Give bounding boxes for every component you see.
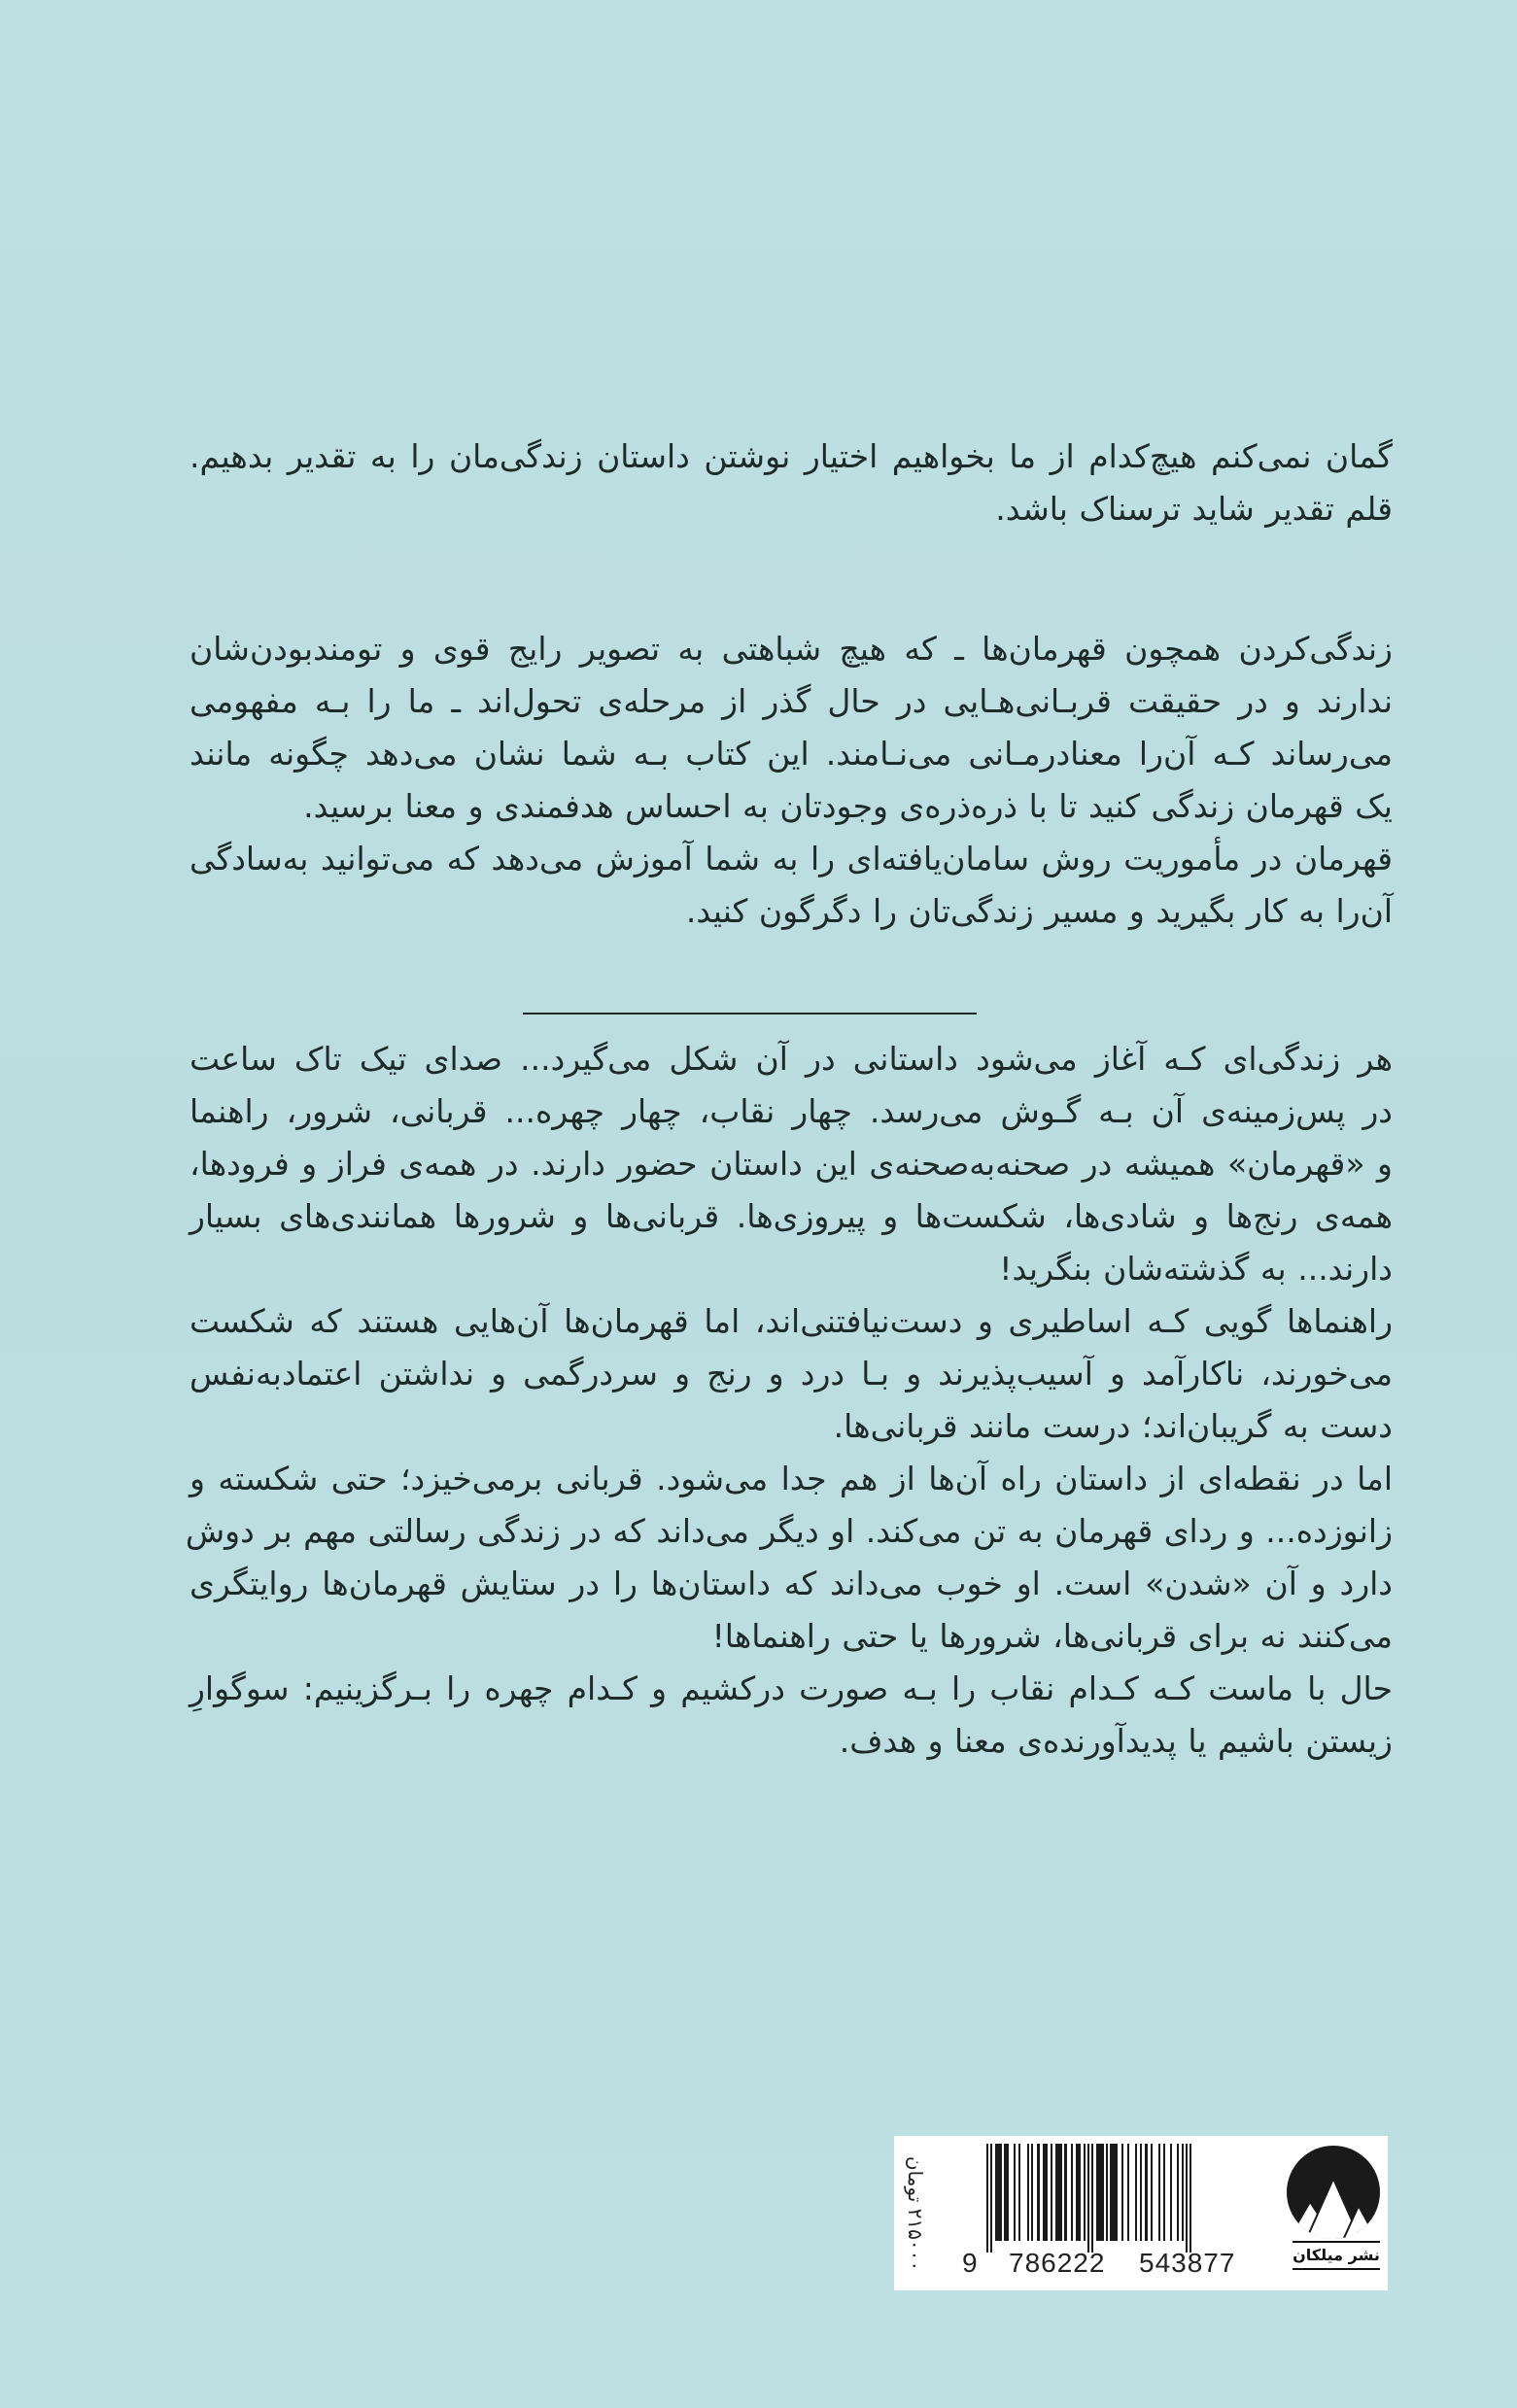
barcode-label: [894, 2136, 1388, 2290]
story-line: دارند... به گذشته‌شان بنگرید!: [999, 1250, 1393, 1288]
price-text: ۲۱۵۰۰۰ تومان: [904, 2155, 928, 2271]
about-line: آن‌را به کار بگیرید و مسیر زندگی‌تان را دگرگون کنید.: [685, 892, 1393, 930]
publisher-name: نشر میلکان: [1293, 2241, 1380, 2270]
about-line: یک قهرمان زندگی کنید تا با ذره‌ذره‌ی وجودتان به احساس هدفمندی و معنا برسید.: [303, 787, 1393, 825]
about-line: ندارند و در حقیقت قربـانی‌هـایی در حال گذر از مرحله‌ی تحول‌اند ـ ما را بـه مفهومی: [190, 682, 1393, 720]
barcode-icon: [986, 2144, 1258, 2253]
story-line: راهنماها گویی کـه اساطیری و دست‌نیافتنی‌اند، اما قهرمان‌ها آن‌هایی هستند که شکست: [190, 1302, 1393, 1340]
story-line: و «قهرمان» همیشه در صحنه‌به‌صحنه‌ی این داستان حضور دارند. در همه‌ی فراز و فرودها،: [190, 1145, 1393, 1183]
about-line: زندگی‌کردن همچون قهرمان‌ها ـ که هیچ شباهتی به تصویر رایج قوی و تومندبودن‌شان: [190, 630, 1393, 668]
intro-line: گمان نمی‌کنم هیچ‌کدام از ما بخواهیم اختیار نوشتن داستان زندگی‌مان را به تقدیر بدهیم.: [190, 437, 1393, 475]
story-line: همه‌ی رنج‌ها و شادی‌ها، شکست‌ها و پیروزی‌ها. قربانی‌ها و شرورها همانندی‌های بسیار: [190, 1197, 1393, 1235]
price-tag: [896, 2136, 935, 2290]
story-line: هر زندگی‌ای کـه آغاز می‌شود داستانی در آن شکل می‌گیرد... صدای تیک تاک ساعت: [190, 1040, 1393, 1078]
story-line: اما در نقطه‌ای از داستان راه آن‌ها از هم جدا می‌شود. قربانی برمی‌خیزد؛ حتی شکسته و: [190, 1460, 1393, 1497]
about-paragraph: [190, 623, 1393, 938]
intro-paragraph: [190, 430, 1393, 535]
story-line: در پس‌زمینه‌ی آن بـه گـوش می‌رسد. چهار نقاب، چهار چهره... قربانی، شرور، راهنما: [190, 1092, 1393, 1130]
story-line: زانوزده... و ردای قهرمان به تن می‌کند. او دیگر می‌داند که در زندگی رسالتی مهم بر دوش: [185, 1512, 1393, 1550]
story-line: حال با ماست کـه کـدام نقاب را بـه صورت درکشیم و کـدام چهره را بـرگزینیم: سوگوارِ: [190, 1669, 1393, 1707]
intro-line: قلم تقدیر شاید ترسناک باشد.: [995, 490, 1393, 528]
story-line: می‌خورند، ناکارآمد و آسیب‌پذیرند و بـا درد و رنج و سردرگمی و نداشتن اعتمادبه‌نفس: [190, 1355, 1393, 1393]
section-divider: [523, 1013, 977, 1015]
isbn-group-2: 543877: [1139, 2248, 1236, 2278]
story-line: دست به گریبان‌اند؛ درست مانند قربانی‌ها.: [833, 1407, 1393, 1445]
isbn-group-1: 786222: [1009, 2248, 1106, 2278]
about-line: می‌رساند کـه آن‌را معنادرمـانی می‌نـامند. این کتاب بـه شما نشان می‌دهد چگونه مانند: [190, 735, 1393, 773]
about-line: قهرمان در مأموریت روش سامان‌یافته‌ای را به شما آموزش می‌دهد که می‌توانید به‌سادگی: [190, 840, 1393, 877]
isbn-lead-digit: 9: [962, 2248, 978, 2278]
story-line: دارد و آن «شدن» است. او خوب می‌داند که داستان‌ها را در ستایش قهرمان‌ها روایتگری: [190, 1565, 1393, 1602]
story-line: زیستن باشیم یا پدیدآورنده‌ی معنا و هدف.: [839, 1722, 1393, 1760]
story-section: [185, 1033, 1393, 1768]
story-line: می‌کنند نه برای قربانی‌ها، شرورها یا حتی راهنماها!: [711, 1617, 1393, 1655]
